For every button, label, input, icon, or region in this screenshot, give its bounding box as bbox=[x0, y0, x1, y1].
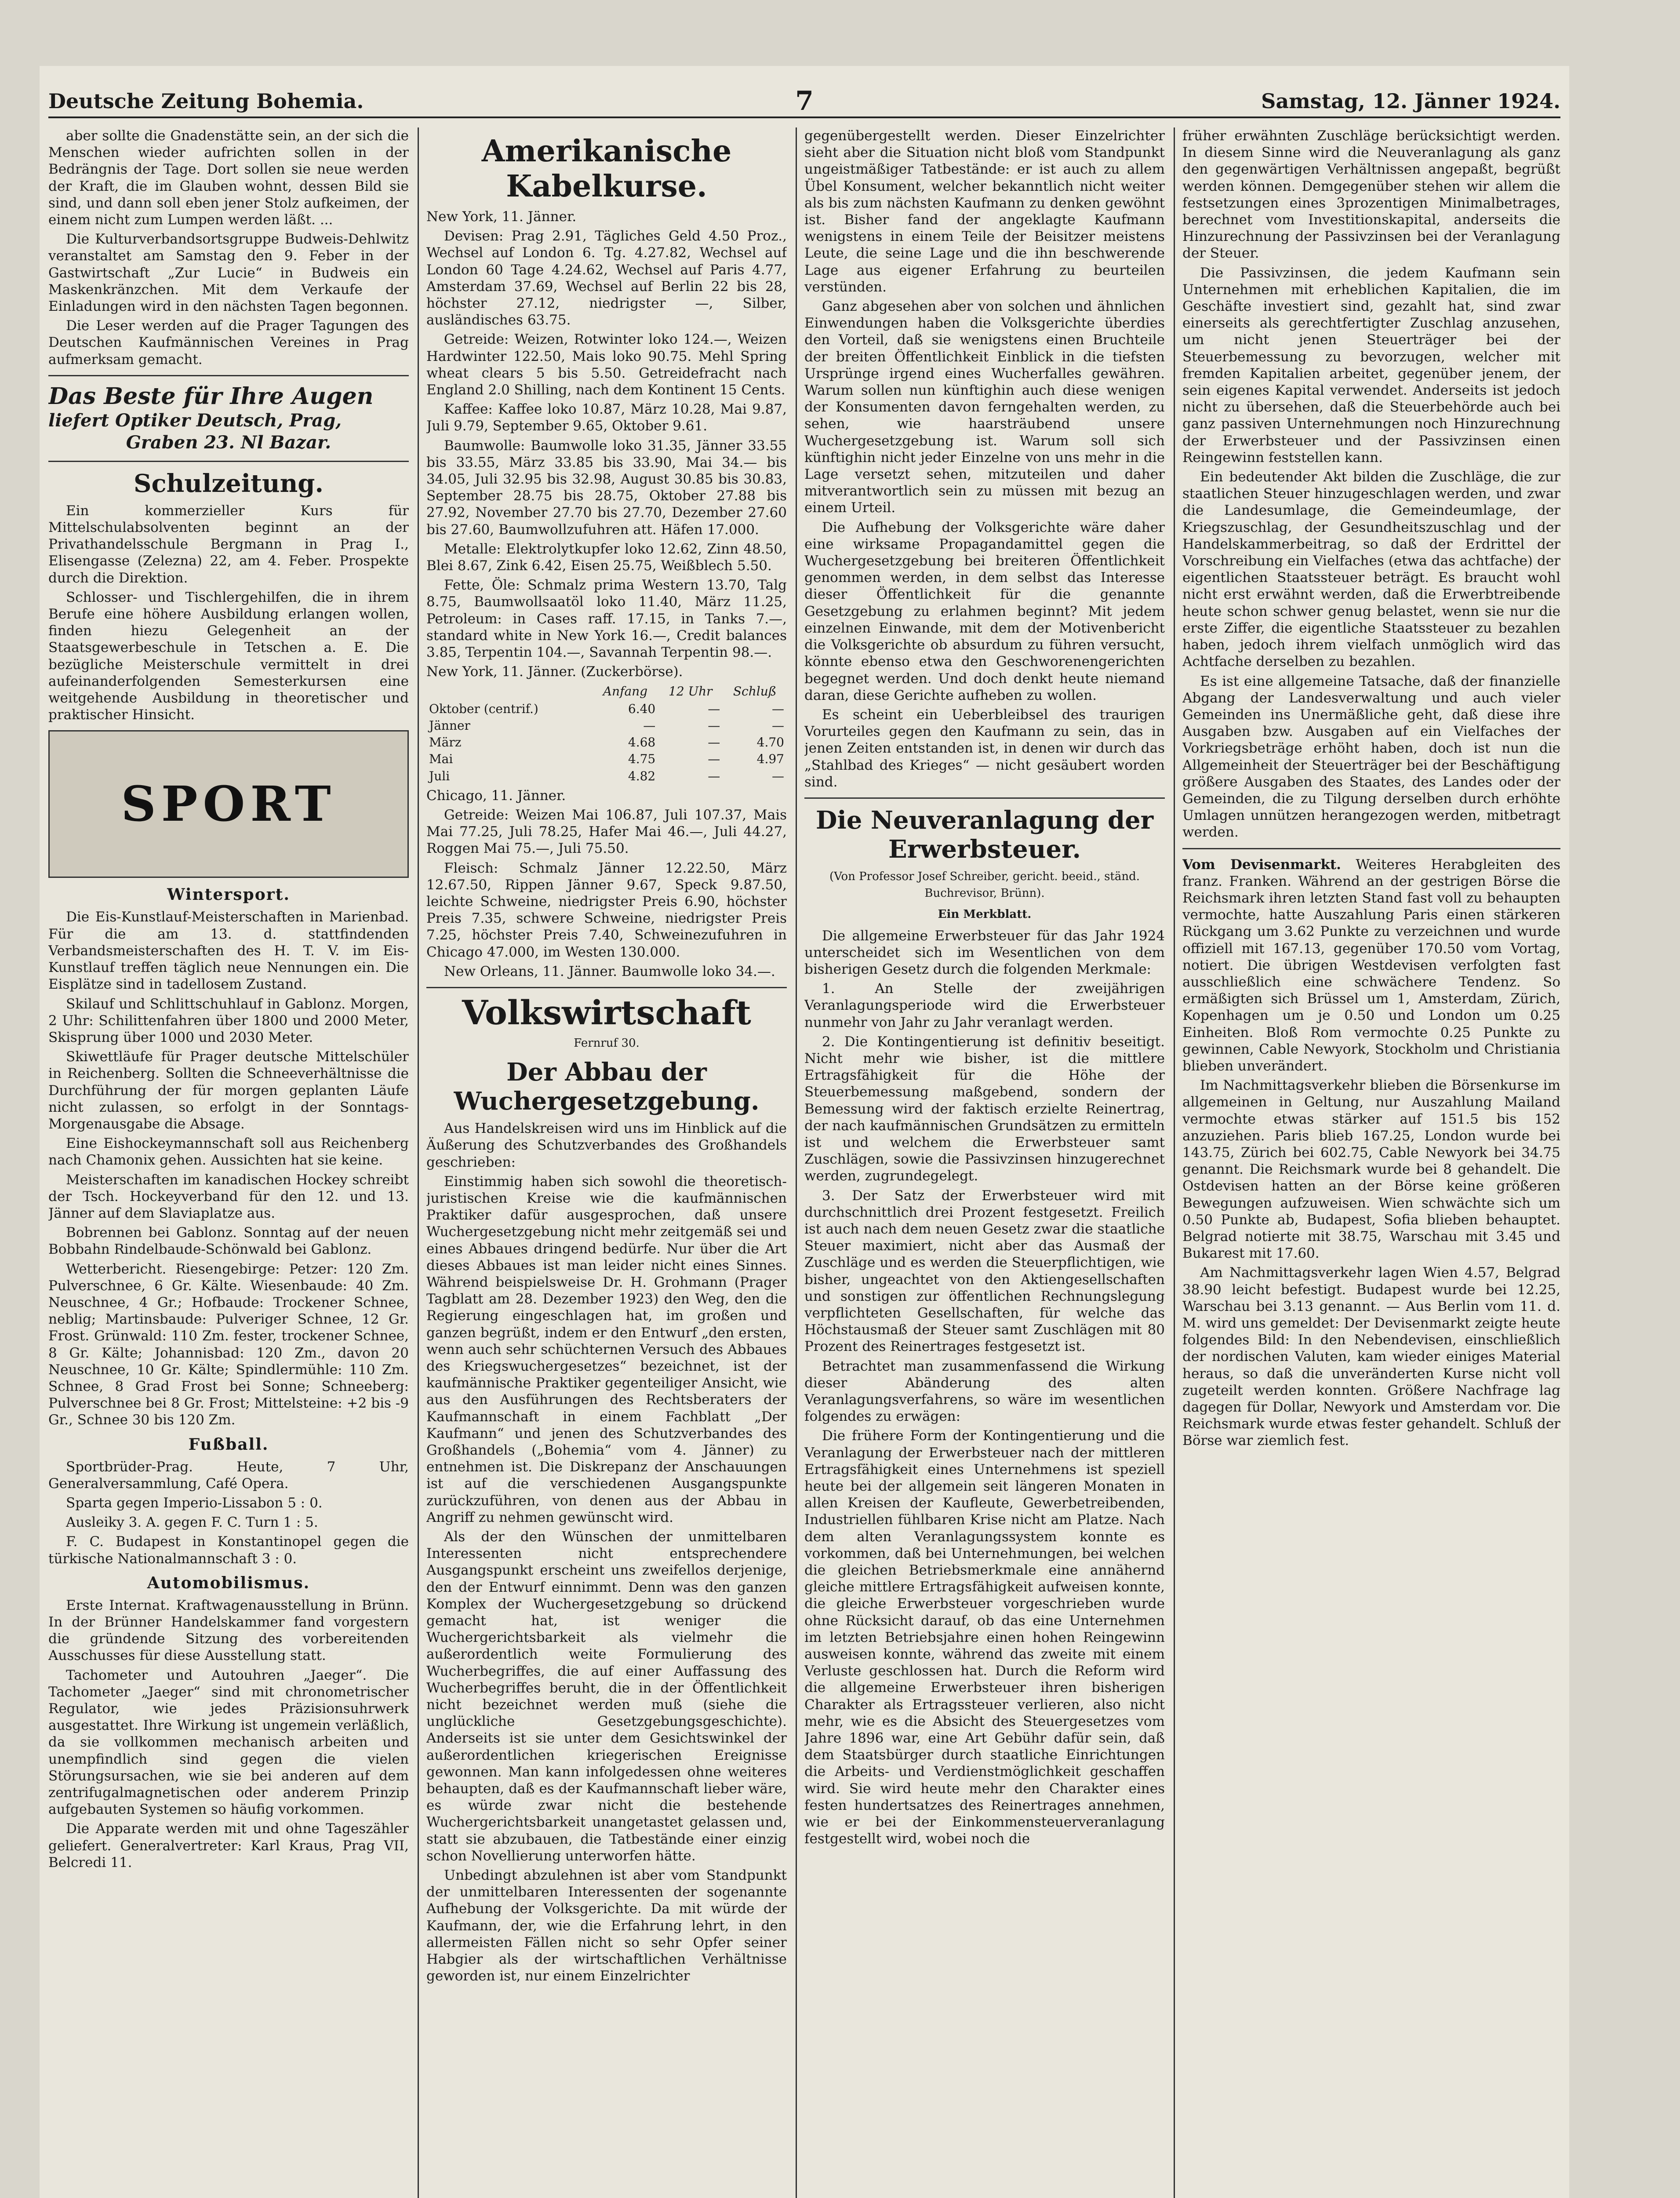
article-paragraph: Als der den Wünschen der unmittelbaren Interessenten nicht entsprechendere Ausgangspunkt erscheint uns zweifellos derjenige, den der Entwurf einnimmt. Denn was den ganzen Komplex der Wuchergesetzgebung so drückend gemacht hat, ist weniger die Wuchergerichtsbarkeit als vielmehr die außerordentlich weite Formulierung des Wucherbegriffes, die auf einer Auffassung des Wucherbegriffes beruht, die in der Öffentlichkeit nicht bezeichnet werden muß (siehe die unglückliche Gesetzgebungsgeschichte). Anderseits ist sie unter dem Gesichtswinkel der außerordentlichen kriegerischen Ereignisse gewonnen. Man kann infolgedessen ohne weiteres behaupten, daß es der Kaufmannschaft lieber wäre, es würde zwar nicht die bestehende Wuchergerichtsbarkeit unangetastet gelassen und, statt sie abzubauen, die Tatbestände einer einzig schon Novellierung unterworfen hätte. bbox=[426, 1529, 787, 1864]
market-paragraph: Getreide: Weizen, Rotwinter loko 124.—, Weizen Hardwinter 122.50, Mais loko 90.75. Mehl Spring wheat clears 5 bis 5.50. Getreidefracht nach England 2.0 Shilling, nach dem Kontinent 15 Cents. bbox=[426, 331, 787, 398]
article-paragraph: Bobrennen bei Gablonz. Sonntag auf der neuen Bobbahn Rindelbaude-Schönwald bei Gablonz. bbox=[48, 1225, 409, 1258]
article-paragraph: Ein bedeutender Akt bilden die Zuschläge, die zur staatlichen Steuer hinzugeschlagen werden, und zwar die Landesumlage, die Gemeindeumlage, der Kriegszuschlag, der Gesundheitszuschlag und der Handelskammerbeitrag, so daß der Erdrittel der Vorschreibung ein Vielfaches (etwa das achtfache) der eigentlichen Staatssteuer beträgt. Es braucht wohl nicht erst erwähnt werden, daß die Erwerbtreibende heute schon schwer genug belastet, wenn sie nur die erste Ziffer, die eigentliche Staatssteuer zu bezahlen haben, jedoch ihrem vielfach unmöglich wird das Achtfache derselben zu bezahlen. bbox=[1182, 469, 1560, 670]
article-paragraph: Sportbrüder-Prag. Heute, 7 Uhr, Generalversammlung, Café Opera. bbox=[48, 1459, 409, 1492]
divider bbox=[804, 797, 1165, 799]
table-cell: Jänner bbox=[429, 718, 470, 733]
article-paragraph: Sparta gegen Imperio-Lissabon 5 : 0. bbox=[66, 1495, 323, 1511]
divider bbox=[1182, 848, 1560, 849]
section-heading: Fußball. bbox=[188, 1435, 269, 1454]
sport-banner: SPORT bbox=[48, 730, 409, 878]
article-paragraph: Skiwettläufe für Prager deutsche Mittelschüler in Reichenberg. Sollten die Schneeverhältnisse die Durchführung der für morgen geplanten Läufe nicht zulassen, so erfolgt in der Sonntags-Morgenausgabe die Absage. bbox=[48, 1049, 409, 1132]
table-header-row bbox=[426, 683, 787, 700]
section-heading: Amerikanische Kabelkurse. bbox=[481, 134, 732, 204]
column-header bbox=[426, 683, 593, 700]
article-paragraph: Skilauf und Schlittschuhlauf in Gablonz. Morgen, 2 Uhr: Schilittenfahren über 1800 und 2000 Meter, Skisprung über 1000 und 2030 Meter. bbox=[48, 996, 409, 1045]
article-paragraph: 1. An Stelle der zweijährigen Veranlagungsperiode wird die Erwerbsteuer nunmehr von Jahr zu Jahr veranlagt werden. bbox=[804, 981, 1165, 1030]
article-paragraph: Die allgemeine Erwerbsteuer für das Jahr 1924 unterscheidet sich im Wesentlichen von dem bisherigen Gesetz durch die folgenden Merkmale: bbox=[804, 928, 1165, 977]
article-lead-text: Weiteres Herabgleiten des franz. Franken. Während an der gestrigen Börse die Reichsmark ihren letzten Stand fast voll zu behaupten vermochte, hatte Auszahlung Paris einen stärkeren Rückgang um 3.62 Punkte zu verzeichnen und wurde offiziell mit 167.13, gegenüber 170.50 vom Vortag, notiert. Die übrigen Westdevisen verfolgten fast ausschließlich eine schwächere Tendenz. So ermäßigten sich Brüssel um 1, Amsterdam, Zürich, Kopenhagen um je 0.50 und London um 0.25 Einheiten. Bloß Rom vermochte 0.25 Punkte zu gewinnen, Cable Newyork, Stockholm und Christiania blieben unverändert. bbox=[1182, 856, 1560, 1074]
article-paragraph: 2. Die Kontingentierung ist definitiv beseitigt. Nicht mehr wie bisher, ist die mittlere Ertragsfähigkeit für die Höhe der Steuerbemessung maßgebend, sondern der Bemessung wird der faktisch erzielte Reinertrag, der nach kaufmännischen Grundsätzen zu ermitteln ist und welchem die Erwerbsteuer samt Zuschlägen, sowie die Passivzinsen hinzugerechnet werden, zugrundegelegt. bbox=[804, 1033, 1165, 1184]
article-paragraph: Die Apparate werden mit und ohne Tageszähler geliefert. Generalvertreter: Karl Kraus, Prag VII, Belcredi 11. bbox=[48, 1821, 409, 1870]
article-paragraph: Im Nachmittagsverkehr blieben die Börsenkurse im allgemeinen in Geltung, nur Auszahlung Mailand vermochte etwas stärker auf 151.5 bis 152 anzuziehen. Paris blieb 167.25, London wurde bei 143.75, Zürich bei 602.75, Cable Newyork bei 34.75 genannt. Die Reichsmark wurde bei 8 gehandelt. Die Ostdevisen hatten an der Börse keine größeren Bewegungen aufzuweisen. Wien schwächte sich um 0.50 Punkte ab, Budapest, Sofia blieben behauptet. Belgrad notierte mit 38.75, Warschau mit 3.45 und Bukarest mit 17.60. bbox=[1182, 1077, 1560, 1262]
article-paragraph: Unbedingt abzulehnen ist aber vom Standpunkt der unmittelbaren Interessenten der sogenannte Aufhebung der Volksgerichte. Da mit würde der Kaufmann, der, wie die Erfahrung lehrt, in den allermeisten Fällen nicht so sehr Opfer seiner Habgier als der wirtschaftlichen Verhältnisse geworden ist, nur einem Einzelrichter bbox=[426, 1867, 787, 1984]
table-cell: 6.40 bbox=[628, 701, 656, 716]
market-paragraph: Fette, Öle: Schmalz prima Western 13.70, Talg 8.75, Baumwollsaatöl loko 11.40, März 11.25, Petroleum: in Cases raff. 17.15, in Tanks 7.—, standard white in New York 16.—, Credit balances 3.85, Terpentin 104.—, Savannah Terpentin 98.—. bbox=[426, 577, 787, 661]
article-paragraph: Die Kulturverbandsortsgruppe Budweis-Dehlwitz veranstaltet am Samstag den 9. Feber in der Gastwirtschaft „Zur Lucie“ in Budweis ein Maskenkränzchen. Mit dem Verkaufe der Einladungen wird in den nächsten Tagen begonnen. bbox=[48, 231, 409, 315]
article-paragraph: Am Nachmittagsverkehr lagen Wien 4.57, Belgrad 38.90 leicht befestigt. Budapest wurde bei 12.25, Warschau bei 3.13 genannt. — Aus Berlin vom 11. d. M. wird uns gemeldet: Der Devisenmarkt zeigte heute folgendes Bild: In den Nebendevisen, einschließlich der nordischen Valuten, kam wieder einiges Material heraus, so daß die unveränderten Kurse nicht voll zugeteilt werden konnten. Größere Nachfrage lag dagegen für Dollar, Newyork und Amsterdam vor. Die Reichsmark wurde etwas fester gehandelt. Schluß der Börse war ziemlich fest. bbox=[1182, 1265, 1560, 1449]
table-cell: — bbox=[772, 718, 784, 733]
ad-headline: Das Beste für Ihre Augen bbox=[48, 382, 374, 410]
section-heading: Schulzeitung. bbox=[134, 469, 324, 498]
article-paragraph: Die frühere Form der Kontingentierung und die Veranlagung der Erwerbsteuer nach der mittleren Ertragsfähigkeit eines Unternehmens ist speziell heute bei der allgemein seit längeren Monaten in allen Kreisen der Kaufleute, Gewerbetreibenden, Industriellen fühlbaren Krise nicht am Platze. Nach dem alten Veranlagungssystem konnte es vorkommen, daß bei Unternehmungen, bei welchen die gleichen Betriebsmerkmale eine annähernd gleiche mittlere Ertragsfähigkeit aufweisen konnte, die gleiche Erwerbsteuer vorgeschrieben wurde ohne Rücksicht darauf, ob das eine Unternehmen im letzten Betriebsjahre einen hohen Reingewinn ausweisen konnte, während das zweite mit einem Verluste geschlossen hat. Durch die Reform wird die allgemeine Erwerbsteuer ihren bisherigen Charakter als Ertragssteuer verlieren, also nicht mehr, wie es die Absicht des Steuergesetzes vom Jahre 1896 war, eine Art Gebühr dafür sein, daß dem Staatsbürger durch staatliche Einrichtungen die Arbeits- und Verdienstmöglichkeit geschaffen wird. Sie wird heute mehr den Charakter eines festen hundertsatzes des Reinertrages annehmen, wie er bei der Einkommensteuerveranlagung festgestellt wird, wobei noch die bbox=[804, 1428, 1165, 1847]
article-paragraph: Die Passivzinsen, die jedem Kaufmann sein Unternehmen mit erheblichen Kapitalien, die im Geschäfte investiert sind, gezahlt hat, sind zwar einerseits als gerechtfertigter Zuschlag anzusehen, um nicht jenen Steuerträger bei der Steuerbemessung zu bevorzugen, welcher mit fremden Kapitalien arbeitet, gegenüber jenem, der sein eigenes Kapital verwendet. Anderseits ist jedoch nicht zu übersehen, daß die Steuerbehörde auch bei ganz passiven Unternehmungen noch Hinzurechnung der Erwerbsteuer und der Passivzinsen einen Reingewinn feststellen kann. bbox=[1182, 265, 1560, 466]
section-heading: Volkswirtschaft bbox=[462, 993, 751, 1032]
market-paragraph: Baumwolle: Baumwolle loko 31.35, Jänner 33.55 bis 33.55, März 33.85 bis 33.90, Mai 34.— bis 34.05, Juli 32.95 bis 32.98, August 30.85 bis 30.83, September 28.75 bis 28.75, Oktober 27.88 bis 27.92, November 27.70 bis 27.70, Dezember 27.60 bis 27.60, Baumwollzufuhren att. Häfen 17.000. bbox=[426, 437, 787, 538]
table-cell: 4.82 bbox=[628, 768, 656, 783]
page-header bbox=[48, 86, 1560, 118]
issue-date: Samstag, 12. Jänner 1924. bbox=[1261, 89, 1560, 113]
table-cell: — bbox=[708, 752, 720, 767]
article-headline: Die Neuveranlagung der Erwerbsteuer. bbox=[815, 805, 1154, 864]
article-paragraph: Die Aufhebung der Volksgerichte wäre daher eine wirksame Propagandamittel gegen die Wuchergesetzgebung bei breiteren Öffentlichkeit genommen werden, in dem selbst das Interesse dieser Öffentlichkeit für die genannte Gesetzgebung zu erlahmen beginnt? Mit jedem einzelnen Einwande, mit dem der Motivenbericht die Volksgerichte ob absurdum zu führen versucht, könnte ebenso etwa den Geschworenengerichten begegnet werden. Und doch denkt heute niemand daran, diese Gerichte aufheben zu wollen. bbox=[804, 519, 1165, 703]
ad-address: Graben 23. Nl Bazar. bbox=[126, 432, 331, 453]
table-cell: — bbox=[708, 735, 720, 750]
article-byline: (Von Professor Josef Schreiber, gericht. beeid., ständ. Buchrevisor, Brünn). bbox=[829, 870, 1140, 900]
article-paragraph: Schlosser- und Tischlergehilfen, die in ihrem Berufe eine höhere Ausbildung erlangen wollen, finden hiezu Gelegenheit an der Staatsgewerbeschule in Tetschen a. E. Die bezügliche Meisterschule vermittelt in drei aufeinanderfolgenden Semesterkursen eine weitgehende Ausbildung in theoretischer und praktischer Hinsicht. bbox=[48, 589, 409, 723]
article-paragraph: Eine Eishockeymannschaft soll aus Reichenberg nach Chamonix gehen. Aussichten hat sie keine. bbox=[48, 1135, 409, 1168]
optician-ad bbox=[48, 383, 409, 454]
table-cell: — bbox=[643, 718, 656, 733]
article-paragraph: Es scheint ein Ueberbleibsel des traurigen Vorurteiles gegen den Kaufmann zu sein, das in jenen Zeiten entstanden ist, in denen wir durch das „Stahlbad des Krieges“ — nicht gesäubert worden sind. bbox=[804, 706, 1165, 790]
dateline: New York, 11. Jänner. (Zuckerbörse). bbox=[426, 664, 683, 680]
market-paragraph: Devisen: Prag 2.91, Tägliches Geld 4.50 Proz., Wechsel auf London 6. Tg. 4.27.82, Wechsel auf London 60 Tage 4.24.62, Wechsel auf Paris 4.77, Amsterdam 37.69, Wechsel auf Berlin 22 bis 28, höchster 27.12, niedrigster —, Silber, ausländisches 63.75. bbox=[426, 228, 787, 328]
article-paragraph: F. C. Budapest in Konstantinopel gegen die türkische Nationalmannschaft 3 : 0. bbox=[48, 1534, 409, 1567]
market-paragraph: New Orleans, 11. Jänner. Baumwolle loko 34.—. bbox=[444, 963, 775, 979]
article-paragraph: Tachometer und Autouhren „Jaeger“. Die Tachometer „Jaeger“ sind mit chronometrischer Regulator, wie jedes Präzisionsuhrwerk ausgestattet. Ihre Wirkung ist ungemein verläßlich, da sie vollkommen mechanisch arbeiten und unempfindlich sind gegen die vielen Störungsursachen, wie sie bei anderen auf dem zentrifugalmagnetischen oder anderem Prinzip aufgebauten Systemen so häufig vorkommen. bbox=[48, 1667, 409, 1818]
article-paragraph: Betrachtet man zusammenfassend die Wirkung dieser Abänderung des alten Veranlagungsverfahrens, so wäre im wesentlichen folgendes zu erwägen: bbox=[804, 1358, 1165, 1425]
dateline: New York, 11. Jänner. bbox=[426, 209, 577, 225]
column-rule bbox=[1174, 127, 1175, 2198]
table-cell: — bbox=[708, 768, 720, 783]
market-paragraph: Metalle: Elektrolytkupfer loko 12.62, Zinn 48.50, Blei 8.67, Zink 6.42, Eisen 25.75, Weißblech 5.50. bbox=[426, 541, 787, 574]
table-row bbox=[426, 717, 787, 734]
table-cell: 4.68 bbox=[628, 735, 656, 750]
column-3 bbox=[804, 127, 1165, 2198]
article-paragraph: Ganz abgesehen aber von solchen und ähnlichen Einwendungen haben die Volksgerichte überdies den Vorteil, daß sie wenigstens einen Bruchteile der breiten Öffentlichkeit Einblick in die tiefsten Ursprünge irgend eines Wucherfalles gewähren. Warum sollen nun künftighin auch diese wenigen der Konsumenten davon ferngehalten werden, zu sehen, wie haarsträubend unsere Wuchergesetzgebung ist. Warum soll sich künftighin nicht jeder Einzelne von uns mehr in die Lage versetzt sehen, mitzuteilen und daher mitverantwortlich sein zu müssen mit bezug an einem Urteil. bbox=[804, 298, 1165, 516]
ad-company: liefert Optiker Deutsch, Prag, bbox=[48, 410, 342, 431]
table-cell: — bbox=[772, 768, 784, 783]
column-header: Anfang bbox=[603, 684, 648, 699]
table-cell: März bbox=[429, 735, 462, 750]
page-number: 7 bbox=[795, 86, 814, 116]
column-2 bbox=[426, 127, 787, 2198]
table-cell: — bbox=[772, 701, 784, 716]
table-cell: Oktober (centrif.) bbox=[429, 701, 538, 716]
column-header: 12 Uhr bbox=[669, 684, 713, 699]
article-paragraph: 3. Der Satz der Erwerbsteuer wird mit durchschnittlich drei Prozent festgesetzt. Freilich ist auch nach dem neuen Gesetz zwar die staatliche Steuer maximiert, nicht aber das Ausmaß der Zuschläge und es werden die Steuerpflichtigen, wie bisher, ungeachtet von den Aktiengesellschaften und sonstigen zur öffentlichen Rechnungslegung verpflichteten Gesellschaften, für welche das Höchstausmaß der Steuer samt Zuschlägen mit 80 Prozent des Reinertrages festgesetzt ist. bbox=[804, 1187, 1165, 1355]
table-cell: — bbox=[708, 718, 720, 733]
table-row bbox=[426, 701, 787, 717]
section-heading: Automobilismus. bbox=[147, 1573, 310, 1592]
column-1 bbox=[48, 127, 409, 2198]
market-paragraph: Kaffee: Kaffee loko 10.87, März 10.28, Mai 9.87, Juli 9.79, September 9.65, Oktober 9.61. bbox=[426, 401, 787, 434]
column-header: Schluß bbox=[733, 684, 777, 699]
article-headline: Der Abbau der Wuchergesetzgebung. bbox=[454, 1058, 760, 1116]
column-rule bbox=[796, 127, 797, 2198]
divider bbox=[48, 461, 409, 462]
market-paragraph: Fleisch: Schmalz Jänner 12.22.50, März 12.67.50, Rippen Jänner 9.67, Speck 9.87.50, leichte Schweine, niedrigster Preis 6.90, höchster Preis 7.35, schwere Schweine, niedrigster Preis 7.25, höchster Preis 7.40, Schweinezufuhren in Chicago 47.000, im Westen 130.000. bbox=[426, 860, 787, 960]
article-lead-heading: Vom Devisenmarkt. bbox=[1182, 856, 1341, 873]
article-paragraph: Erste Internat. Kraftwagenausstellung in Brünn. In der Brünner Handelskammer fand vorgestern die gründende Sitzung des vorbereitenden Ausschusses für diese Ausstellung statt. bbox=[48, 1597, 409, 1664]
article-paragraph: Einstimmig haben sich sowohl die theoretisch-juristischen Kreise wie die kaufmännischen Praktiker dafür ausgesprochen, daß unsere Wuchergesetzgebung nicht mehr zeitgemäß sei und eines Abbaues dringend bedürfe. Nur über die Art dieses Abbaues ist man leider nicht eines Sinnes. Während beispielsweise Dr. H. Grohmann (Prager Tagblatt am 28. Dezember 1923) den Weg, den die Regierung eingeschlagen hat, im großen und ganzen begrüßt, indem er den Entwurf „den ersten, wenn auch sehr schüchternen Versuch des Abbaues des Kriegswuchergesetzes“ bezeichnet, ist der kaufmännische Praktiker gegenteiliger Ansicht, wie aus den Ausführungen des Rechtsberaters der Kaufmannschaft in einem Fachblatt „Der Kaufmann“ und jenen des Schutzverbandes des Großhandels („Bohemia“ vom 4. Jänner) zu entnehmen ist. Die Diskrepanz der Anschauungen ist auf die verschiedenen Ausgangspunkte zurückzuführen, von denen aus der Abbau in Angriff zu nehmen gewünscht wird. bbox=[426, 1173, 787, 1525]
article-paragraph: Ein kommerzieller Kurs für Mittelschulabsolventen beginnt an der Privathandelsschule Bergmann in Prag I., Elisengasse (Zelezna) 22, am 4. Feber. Prospekte durch die Direktion. bbox=[48, 502, 409, 586]
table-cell: — bbox=[708, 701, 720, 716]
table-cell: Mai bbox=[429, 752, 453, 767]
divider bbox=[426, 987, 787, 988]
table-cell: Juli bbox=[429, 768, 450, 783]
table-cell: 4.70 bbox=[756, 735, 784, 750]
table-cell: 4.75 bbox=[628, 752, 656, 767]
article-paragraph: früher erwähnten Zuschläge berücksichtigt werden. In diesem Sinne wird die Neuveranlagung als ganz den gegenwärtigen Verhältnissen angepaßt, begrüßt werden können. Demgegenüber stehen wir allem die festsetzungen eines 3prozentigen Minimalbetrages, berechnet vom Investitionskapital, anderseits die Hinzurechnung der Passivzinsen bei der Veranlagung der Steuer. bbox=[1182, 128, 1560, 262]
section-heading: Wintersport. bbox=[167, 885, 290, 904]
newspaper-title: Deutsche Zeitung Bohemia. bbox=[48, 89, 364, 113]
column-rule bbox=[418, 127, 419, 2198]
article-paragraph: gegenübergestellt werden. Dieser Einzelrichter sieht aber die Situation nicht bloß vom Standpunkt ungeistmäßiger Tatbestände: er ist auch zu allem Übel Konsument, welcher bekanntlich nicht weiter als bis zum nächsten Kaufmann zu denken gewöhnt ist. Bisher fand der angeklagte Kaufmann wenigstens in einem Teile der Beisitzer meistens Leute, die seine Lage und die ihn beschwerende Lage aus eigener Erfahrung zu beurteilen verstünden. bbox=[804, 128, 1165, 295]
article-paragraph: aber sollte die Gnadenstätte sein, an der sich die Menschen wieder aufrichten sollen in der Bedrängnis der Tage. Dort sollen sie neue werden der Kraft, die im Glauben wohnt, dessen Bild sie sind, und dann soll eben jener Stolz aufkeimen, der einem nicht zum Lumpen werden läßt. ... bbox=[48, 128, 409, 228]
article-paragraph bbox=[1182, 856, 1560, 1075]
table-row bbox=[426, 768, 787, 785]
article-paragraph: Die Leser werden auf die Prager Tagungen des Deutschen Kaufmännischen Vereines in Prag aufmerksam gemacht. bbox=[48, 318, 409, 368]
article-paragraph: Die Eis-Kunstlauf-Meisterschaften in Marienbad. Für die am 13. d. stattfindenden Verbandsmeisterschaften des H. T. V. im Eis-Kunstlauf treffen täglich neue Nennungen ein. Die Eisplätze sind in tadellosem Zustand. bbox=[48, 909, 409, 993]
section-subheading: Fernruf 30. bbox=[574, 1036, 640, 1050]
divider bbox=[48, 375, 409, 376]
column-4 bbox=[1182, 127, 1560, 2198]
article-paragraph: Aus Handelskreisen wird uns im Hinblick auf die Äußerung des Schutzverbandes des Großhandels geschrieben: bbox=[426, 1121, 787, 1170]
table-cell: 4.97 bbox=[756, 752, 784, 767]
dateline: Chicago, 11. Jänner. bbox=[426, 787, 566, 804]
article-paragraph: Ausleiky 3. A. gegen F. C. Turn 1 : 5. bbox=[66, 1514, 318, 1531]
table-row bbox=[426, 751, 787, 768]
article-subheading: Ein Merkblatt. bbox=[938, 908, 1032, 921]
sugar-price-table bbox=[426, 683, 787, 784]
market-paragraph: Getreide: Weizen Mai 106.87, Juli 107.37, Mais Mai 77.25, Juli 78.25, Hafer Mai 46.—, Juli 44.27, Roggen Mai 75.—, Juli 75.50. bbox=[426, 807, 787, 857]
table-row bbox=[426, 734, 787, 751]
article-paragraph: Wetterbericht. Riesengebirge: Petzer: 120 Zm. Pulverschnee, 6 Gr. Kälte. Wiesenbaude: 40 Zm. Neuschnee, 4 Gr.; Hofbaude: Trockener Schnee, neblig; Martinsbaude: Pulveriger Schnee, 12 Gr. Frost. Grünwald: 110 Zm. fester, trockener Schnee, 8 Gr. Kälte; Johannisbad: 120 Zm., davon 20 Neuschnee, 10 Gr. Kälte; Spindlermühle: 110 Zm. Schnee, 8 Grad Frost bei Sonne; Schneeberg: Pulverschnee bei 8 Gr. Frost; Mittelsteine: +2 bis -9 Gr., Schnee 30 bis 120 Zm. bbox=[48, 1261, 409, 1428]
newspaper-page bbox=[40, 66, 1569, 2198]
article-paragraph: Meisterschaften im kanadischen Hockey schreibt der Tsch. Hockeyverband für den 12. und 13. Jänner auf dem Slaviaplatze aus. bbox=[48, 1172, 409, 1221]
article-paragraph: Es ist eine allgemeine Tatsache, daß der finanzielle Abgang der Landesverwaltung und auch vieler Gemeinden ins Unermäßliche geht, daß diese ihre Ausgaben bzw. Ausgaben auf ein Vielfaches der Vorkriegsbeträge erhöht haben, doch ist nun die Allgemeinheit der Steuerträger bei der Beschäftigung größere Ausgaben des Staates, des Landes oder der Gemeinden, die zu Tilgung derselben durch erhöhte Umlagen unnützen herangezogen werden, mitbetragt werden. bbox=[1182, 673, 1560, 841]
